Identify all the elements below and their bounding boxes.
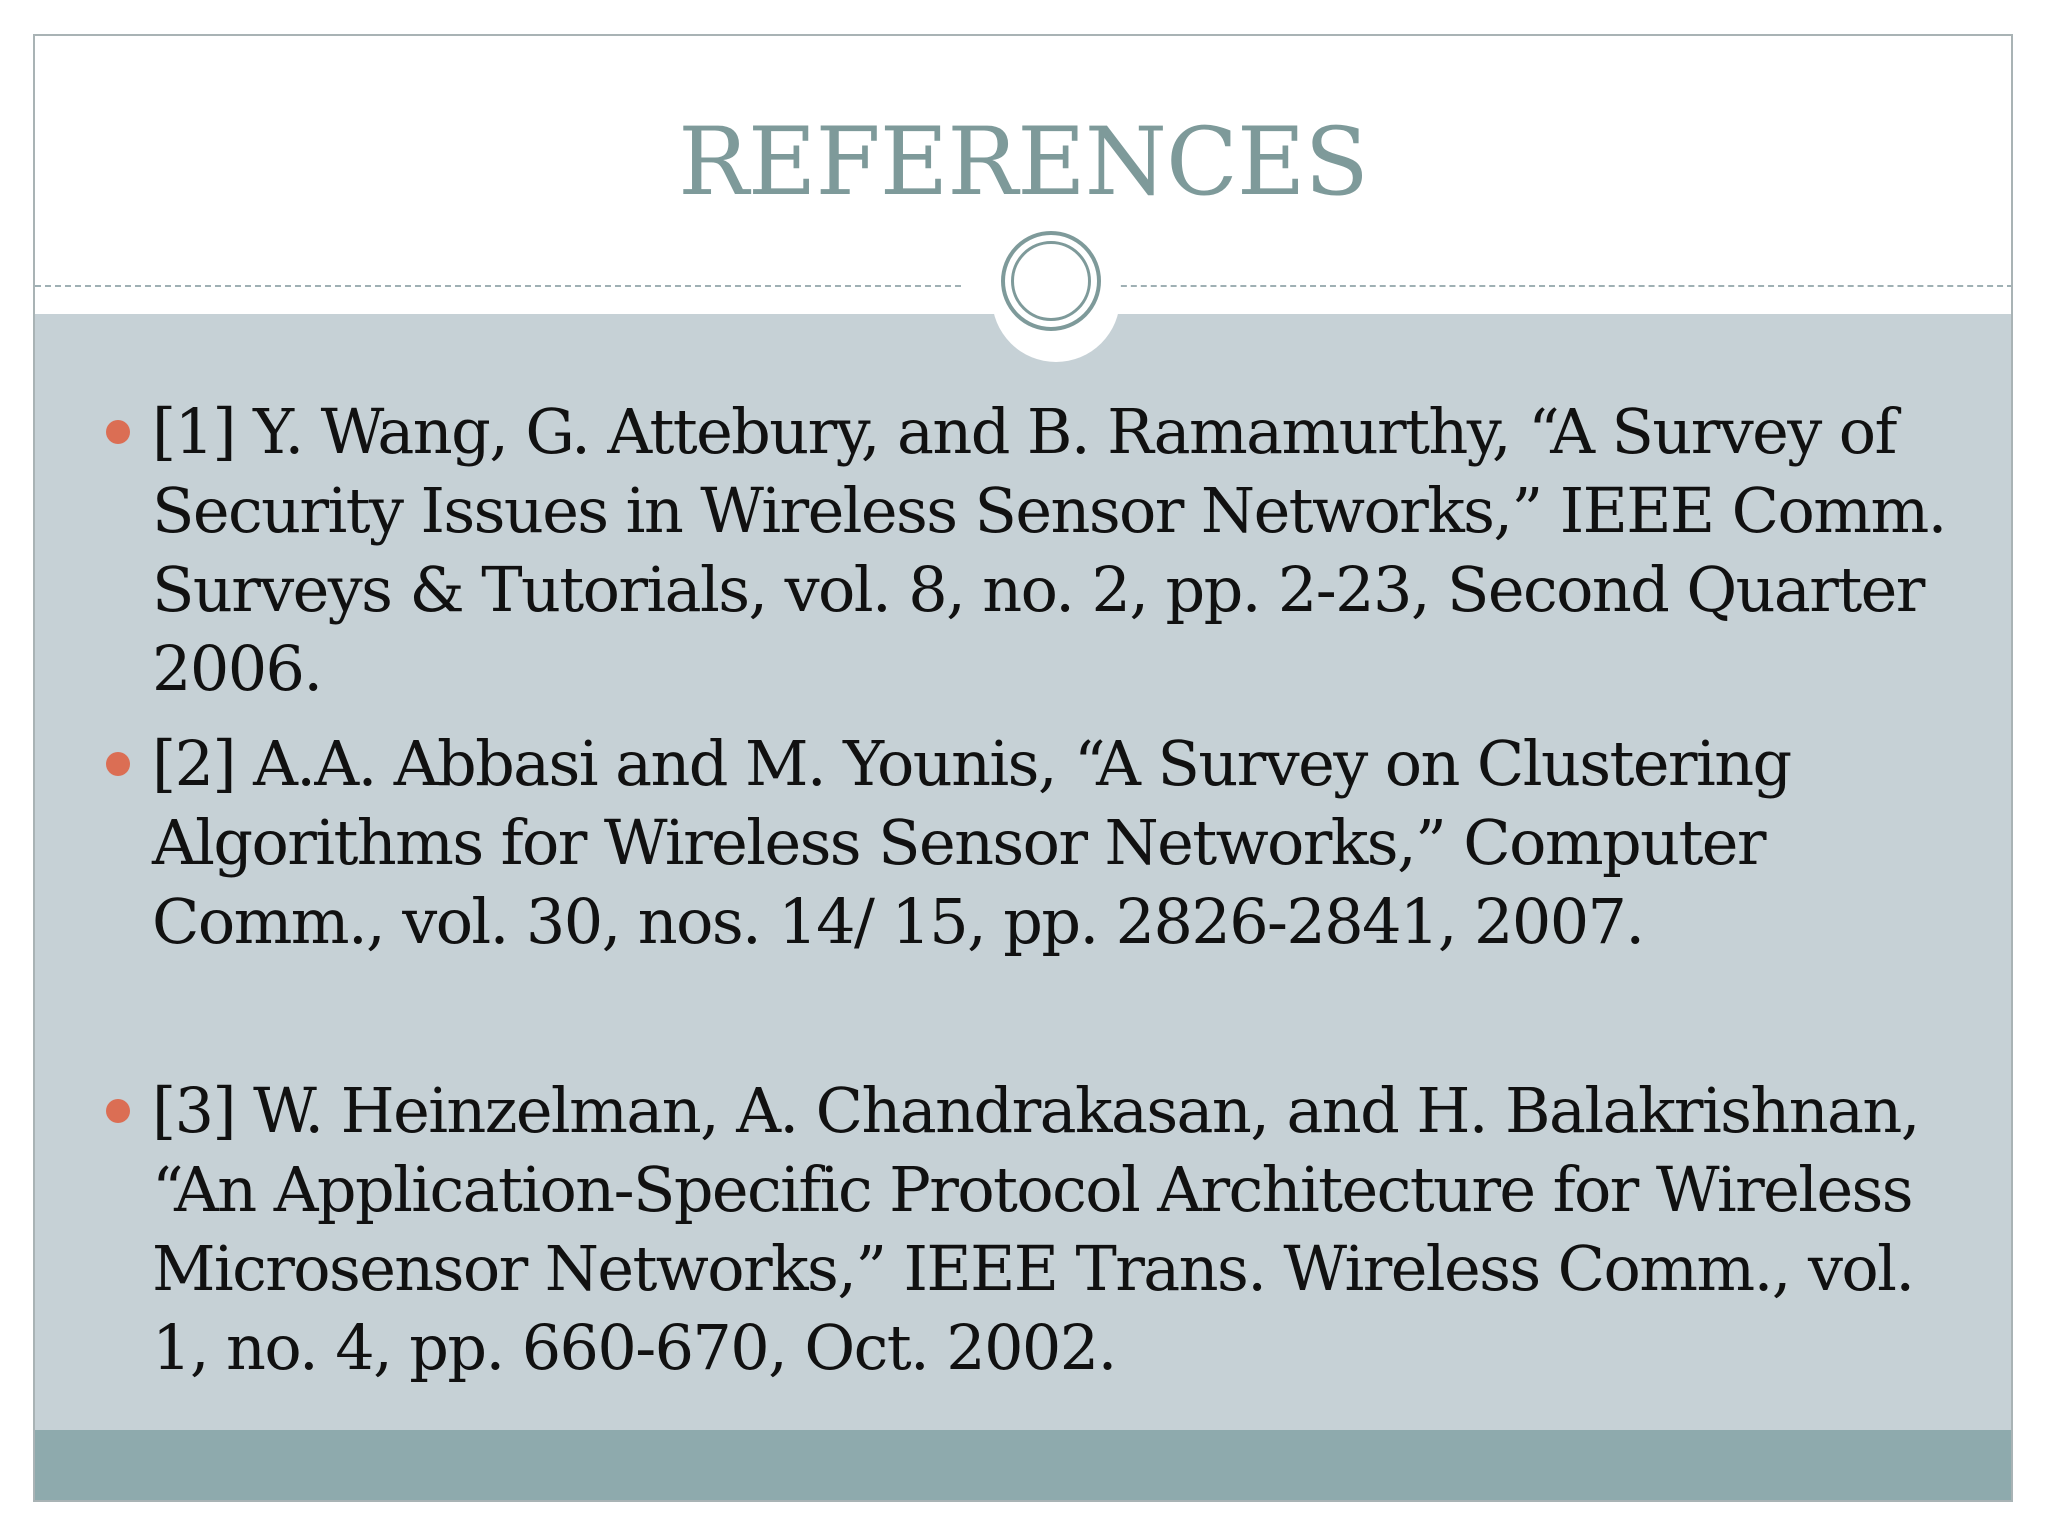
slide: [33, 34, 2013, 1502]
reference-text: [3] W. Heinzelman, A. Chandrakasan, and H. Balakrishnan, “An Application-Specific Protocol Architecture for Wireless Microsensor Networks,” IEEE Trans. Wireless Comm., vol. 1, no. 4, pp. 660-670, Oct. 2002.: [152, 1074, 1919, 1384]
slide-title: REFERENCES: [678, 108, 1368, 217]
reference-item: [152, 1071, 1972, 1387]
reference-text: [2] A.A. Abbasi and M. Younis, “A Survey on Clustering Algorithms for Wireless Sensor Networks,” Computer Comm., vol. 30, nos. 14/ 15, pp. 2826-2841, 2007.: [152, 727, 1791, 958]
bullet-dot-icon: [106, 420, 130, 444]
bullet-dot-icon: [106, 752, 130, 776]
bullet-dot-icon: [106, 1099, 130, 1123]
reference-item: [152, 392, 1972, 708]
reference-item: [152, 724, 1972, 961]
reference-text: [1] Y. Wang, G. Attebury, and B. Ramamurthy, “A Survey of Security Issues in Wireless Sensor Networks,” IEEE Comm. Surveys & Tutorials, vol. 8, no. 2, pp. 2-23, Second Quarter 2006.: [152, 395, 1946, 705]
references-list: [35, 36, 2011, 1500]
footer-band: [35, 1430, 2011, 1500]
